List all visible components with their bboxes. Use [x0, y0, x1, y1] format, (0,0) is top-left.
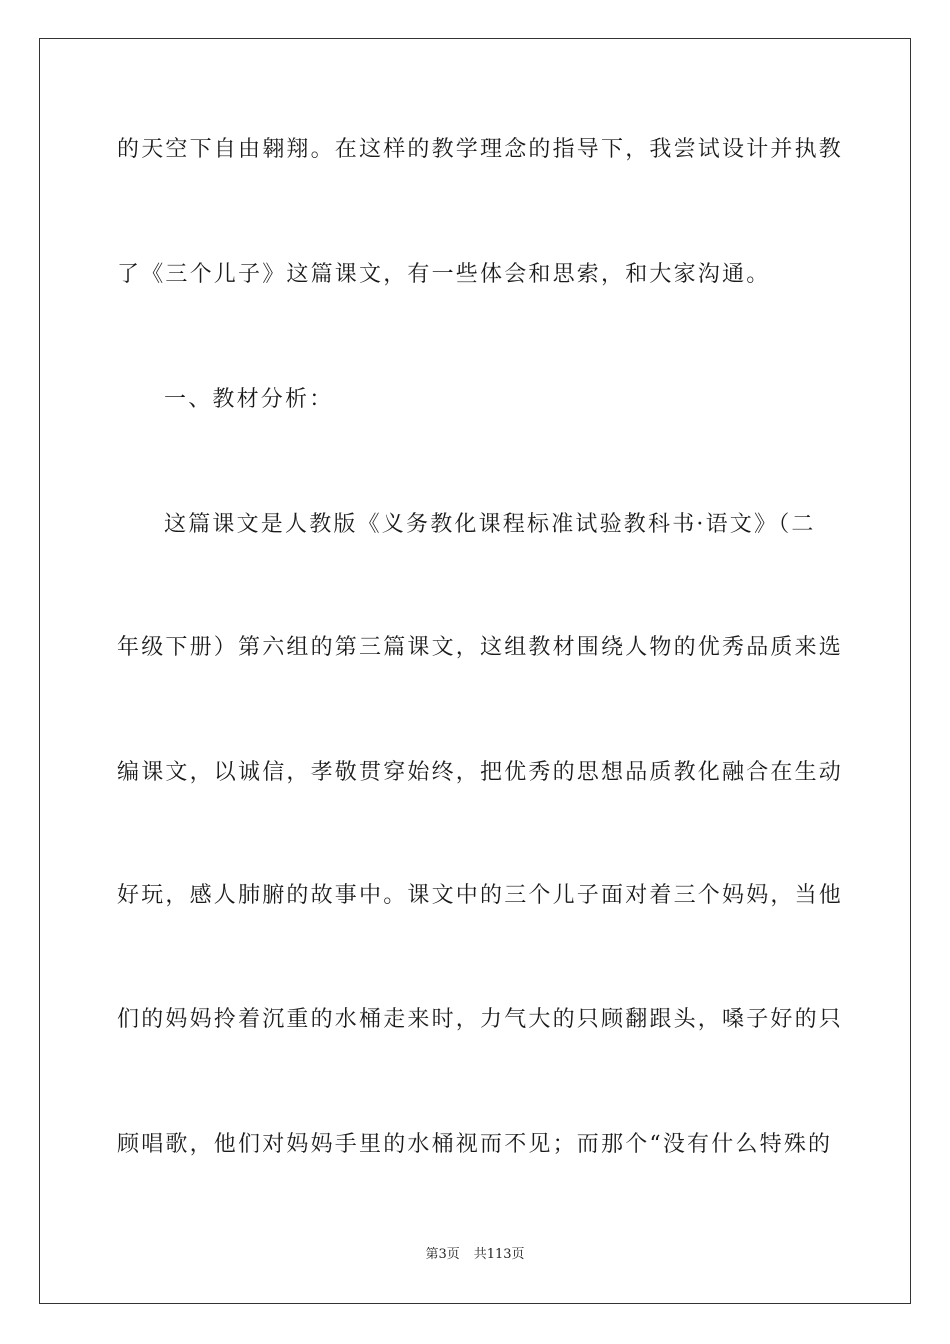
body-text-line-7: 好玩，感人肺腑的故事中。课文中的三个儿子面对着三个妈妈，当他 — [117, 883, 844, 908]
body-text-line-6: 编课文，以诚信，孝敬贯穿始终，把优秀的思想品质教化融合在生动 — [117, 760, 844, 785]
section-heading: 一、教材分析： — [164, 387, 334, 412]
body-text-line-4: 这篇课文是人教版《义务教化课程标准试验教科书·语文》（二 — [164, 512, 816, 537]
page-total: 共113页 — [473, 1247, 525, 1262]
body-text-line-9: 顾唱歌，他们对妈妈手里的水桶视而不见；而那个“没有什么特殊的 — [117, 1132, 833, 1157]
page-footer — [0, 1246, 950, 1264]
page-number: 第3页 — [425, 1247, 460, 1262]
body-text-line-8: 们的妈妈拎着沉重的水桶走来时，力气大的只顾翻跟头，嗓子好的只 — [117, 1007, 844, 1032]
body-text-line-5: 年级下册）第六组的第三篇课文，这组教材围绕人物的优秀品质来选 — [117, 635, 844, 660]
page-border — [39, 38, 911, 1304]
body-text-line-2: 了《三个儿子》这篇课文，有一些体会和思索，和大家沟通。 — [117, 262, 771, 287]
body-text-line-1: 的天空下自由翱翔。在这样的教学理念的指导下，我尝试设计并执教 — [117, 137, 844, 162]
